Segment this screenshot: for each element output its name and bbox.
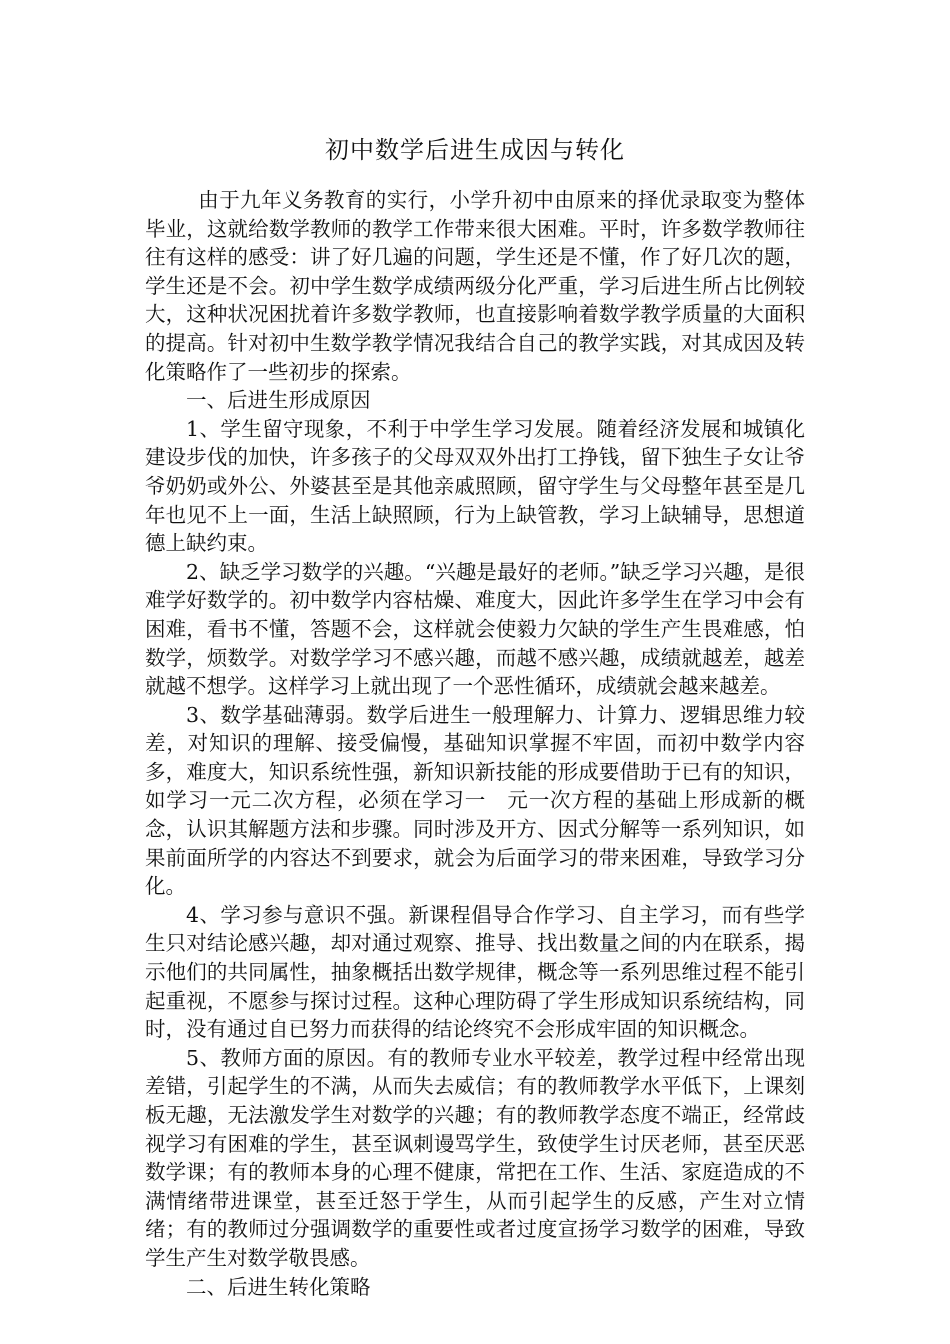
reason-paragraph-3: 3、数学基础薄弱。数学后进生一般理解力、计算力、逻辑思维力较差，对知识的理解、接受偏慢，基础知识掌握不牢固，而初中数学内容多，难度大，知识系统性强，新知识新技能的形成要借助于已有的知识，如学习一元二次方程，必须在学习一 元一次方程的基础上形成新的概念，认识其解题方法和步骤。同时涉及开方、因式分解等一系列知识，如果前面所学的内容达不到要求，就会为后面学习的带来困难，导致学习分化。 [145,702,805,899]
document-title: 初中数学后进生成因与转化 [325,136,625,164]
intro-paragraph: 由于九年义务教育的实行，小学升初中由原来的择优录取变为整体毕业，这就给数学教师的教学工作带来很大困难。平时，许多数学教师往往有这样的感受：讲了好几遍的问题，学生还是不懂，作了好几次的题，学生还是不会。初中学生数学成绩两级分化严重，学习后进生所占比例较大，这种状况困扰着许多数学教师，也直接影响着数学教学质量的大面积的提高。针对初中生数学教学情况我结合自己的教学实践，对其成因及转化策略作了一些初步的探索。 [145,188,805,384]
reason-paragraph-2: 2、缺乏学习数学的兴趣。“兴趣是最好的老师。”缺乏学习兴趣，是很难学好数学的。初中数学内容枯燥、难度大，因此许多学生在学习中会有困难，看书不懂，答题不会，这样就会使毅力欠缺的学生产生畏难感，怕数学，烦数学。对数学学习不感兴趣，而越不感兴趣，成绩就越差，越差就越不想学。这样学习上就出现了一个恶性循环，成绩就会越来越差。 [145,559,805,699]
reason-paragraph-4: 4、学习参与意识不强。新课程倡导合作学习、自主学习，而有些学生只对结论感兴趣，却对通过观察、推导、找出数量之间的内在联系，揭示他们的共同属性，抽象概括出数学规律，概念等一系列思维过程不能引起重视，不愿参与探讨过程。这种心理防碍了学生形成知识系统结构，同时，没有通过自已努力而获得的结论终究不会形成牢固的知识概念。 [145,902,805,1042]
document-body [145,186,805,1301]
section-heading-strategies: 二、后进生转化策略 [186,1274,371,1299]
reason-paragraph-5: 5、教师方面的原因。有的教师专业水平较差，教学过程中经常出现差错，引起学生的不满，从而失去威信；有的教师教学水平低下，上课刻板无趣，无法激发学生对数学的兴趣；有的教师教学态度不端正，经常歧视学习有困难的学生，甚至讽刺谩骂学生，致使学生讨厌老师，甚至厌恶数学课；有的教师本身的心理不健康，常把在工作、生活、家庭造成的不满情绪带进课堂，甚至迁怒于学生，从而引起学生的反感，产生对立情绪；有的教师过分强调数学的重要性或者过度宣扬学习数学的困难，导致学生产生对数学敬畏感。 [145,1045,805,1270]
reason-paragraph-1: 1、学生留守现象，不利于中学生学习发展。随着经济发展和城镇化建设步伐的加快，许多孩子的父母双双外出打工挣钱，留下独生子女让爷爷奶奶或外公、外婆甚至是其他亲戚照顾，留守学生与父母整年甚至是几年也见不上一面，生活上缺照顾，行为上缺管教，学习上缺辅导，思想道德上缺约束。 [145,416,805,556]
section-heading-causes: 一、后进生形成原因 [186,388,371,413]
